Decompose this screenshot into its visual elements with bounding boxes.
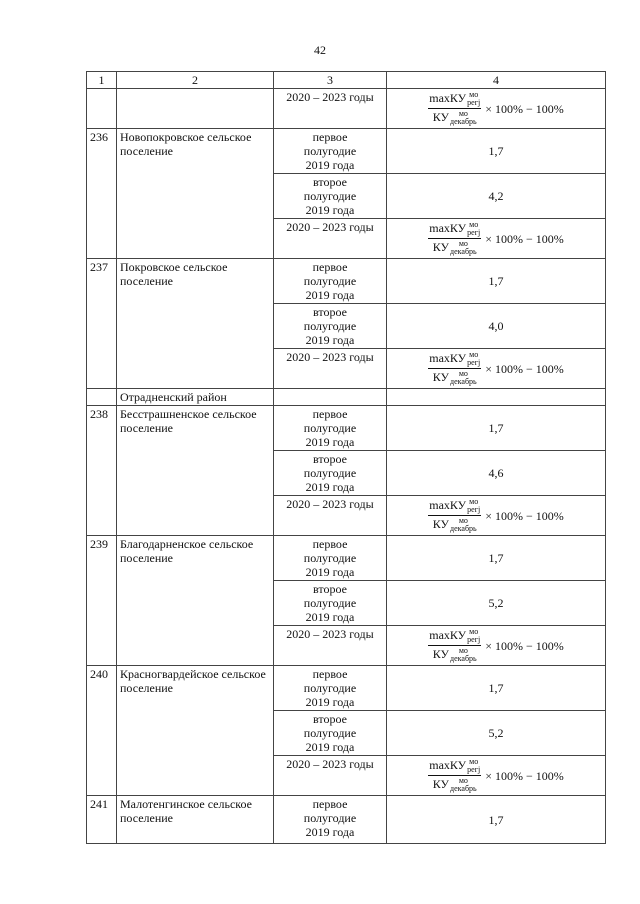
period-years: 2020 – 2023 годы: [274, 626, 387, 666]
value-cell: 1,7: [387, 666, 606, 711]
period-second-half: [274, 174, 387, 219]
numerator-indices: [467, 351, 480, 367]
denominator-sup: мо: [458, 516, 468, 526]
numerator-sub: регj: [467, 98, 481, 108]
period-first-half-line: первое: [312, 797, 348, 811]
settlement-name: Малотенгинское сельское поселение: [117, 796, 274, 844]
numerator-main: maxКУ: [429, 627, 467, 642]
period-second-half-line: второе: [313, 305, 347, 319]
table-row: [87, 756, 606, 796]
value-cell: 1,7: [387, 259, 606, 304]
header-col-3: 3: [274, 72, 387, 89]
formula-tail: × 100% − 100%: [485, 231, 564, 246]
fraction: [428, 221, 481, 256]
denominator-sub: декабрь: [450, 117, 477, 127]
period-first-half: [274, 406, 387, 451]
denominator-sup: мо: [458, 239, 468, 249]
fraction-numerator: [428, 498, 481, 516]
value-cell: 4,0: [387, 304, 606, 349]
numerator-main: maxКУ: [429, 350, 467, 365]
period-first-half: [274, 666, 387, 711]
formula-cell: [387, 626, 606, 666]
value-cell: 5,2: [387, 711, 606, 756]
period-first-half-line: 2019 года: [305, 288, 355, 302]
table-row: [87, 666, 606, 711]
denominator-sup: мо: [458, 776, 468, 786]
value-cell: 4,2: [387, 174, 606, 219]
fraction-numerator: [428, 351, 481, 369]
formula-tail: × 100% − 100%: [485, 361, 564, 376]
period-second-half-line: второе: [313, 712, 347, 726]
formula: [428, 221, 564, 256]
period-second-half-line: полугодие: [303, 189, 357, 203]
period-first-half-line: первое: [312, 537, 348, 551]
fraction-numerator: [428, 758, 481, 776]
value-cell: 5,2: [387, 581, 606, 626]
table-row: [87, 89, 606, 129]
period-second-half-line: полугодие: [303, 319, 357, 333]
fraction: [428, 758, 481, 793]
page-number: 42: [314, 43, 326, 57]
formula-tail: × 100% − 100%: [485, 101, 564, 116]
numerator-indices: [467, 221, 480, 237]
row-number: 241: [87, 796, 117, 844]
table-row: [87, 219, 606, 259]
denominator-indices: [450, 370, 477, 386]
table-header-row: [87, 72, 606, 89]
table-row: [87, 626, 606, 666]
period-years: 2020 – 2023 годы: [274, 219, 387, 259]
formula: [428, 758, 564, 793]
denominator-main: КУ: [432, 776, 450, 791]
denominator-main: КУ: [432, 369, 450, 384]
period-first-half-line: полугодие: [303, 681, 357, 695]
numerator-sub: регj: [467, 358, 481, 368]
period-first-half-line: 2019 года: [305, 695, 355, 709]
denominator-indices: [450, 777, 477, 793]
period-second-half-line: второе: [313, 582, 347, 596]
numerator-sup: мо: [469, 757, 479, 767]
fraction-denominator: [433, 516, 477, 533]
period-years: 2020 – 2023 годы: [274, 349, 387, 389]
table-row: [87, 536, 606, 581]
table-row: [87, 129, 606, 174]
formula-cell: [387, 89, 606, 129]
period-second-half: [274, 304, 387, 349]
period-first-half-line: первое: [312, 667, 348, 681]
period-years: 2020 – 2023 годы: [274, 756, 387, 796]
period-first-half-line: первое: [312, 407, 348, 421]
period-second-half-line: 2019 года: [305, 740, 355, 754]
period-first-half-line: первое: [312, 260, 348, 274]
denominator-sub: декабрь: [450, 654, 477, 664]
formula-tail: × 100% − 100%: [485, 508, 564, 523]
period-second-half-line: полугодие: [303, 466, 357, 480]
fraction-numerator: [428, 91, 481, 109]
denominator-sub: декабрь: [450, 784, 477, 794]
header-col-1: 1: [87, 72, 117, 89]
numerator-indices: [467, 628, 480, 644]
numerator-sub: регj: [467, 505, 481, 515]
period-first-half-line: первое: [312, 130, 348, 144]
numerator-indices: [467, 91, 480, 107]
fraction-numerator: [428, 628, 481, 646]
settlement-name: Красногвардейское сельское поселение: [117, 666, 274, 711]
period-second-half-line: полугодие: [303, 596, 357, 610]
numerator-main: maxКУ: [429, 757, 467, 772]
formula: [428, 91, 564, 126]
formula: [428, 351, 564, 386]
formula-tail: × 100% − 100%: [485, 638, 564, 653]
settlement-name: Бесстрашненское сельское поселение: [117, 406, 274, 451]
denominator-indices: [450, 647, 477, 663]
numerator-indices: [467, 758, 480, 774]
period-second-half: [274, 581, 387, 626]
denominator-sup: мо: [458, 646, 468, 656]
row-number: 237: [87, 259, 117, 304]
denominator-sup: мо: [458, 109, 468, 119]
formula: [428, 498, 564, 533]
period-second-half: [274, 451, 387, 496]
period-second-half-line: 2019 года: [305, 333, 355, 347]
header-col-4: 4: [387, 72, 606, 89]
fraction-numerator: [428, 221, 481, 239]
period-second-half-line: второе: [313, 452, 347, 466]
fraction: [428, 498, 481, 533]
data-table: [86, 71, 606, 844]
period-second-half-line: 2019 года: [305, 480, 355, 494]
fraction-denominator: [433, 646, 477, 663]
period-first-half-line: 2019 года: [305, 435, 355, 449]
numerator-sup: мо: [469, 497, 479, 507]
value-cell: 1,7: [387, 536, 606, 581]
numerator-sup: мо: [469, 220, 479, 230]
district-name: Отрадненский район: [117, 389, 274, 406]
numerator-main: maxКУ: [429, 220, 467, 235]
denominator-main: КУ: [432, 646, 450, 661]
formula-cell: [387, 349, 606, 389]
numerator-main: maxКУ: [429, 497, 467, 512]
formula-cell: [387, 496, 606, 536]
period-first-half: [274, 129, 387, 174]
denominator-main: КУ: [432, 516, 450, 531]
denominator-indices: [450, 110, 477, 126]
settlement-name: Благодарненское сельское поселение: [117, 536, 274, 581]
numerator-indices: [467, 498, 480, 514]
fraction: [428, 91, 481, 126]
period-first-half-line: 2019 года: [305, 565, 355, 579]
denominator-sub: декабрь: [450, 377, 477, 387]
value-cell: 4,6: [387, 451, 606, 496]
district-row: [87, 389, 606, 406]
numerator-sup: мо: [469, 350, 479, 360]
row-number: 239: [87, 536, 117, 581]
settlement-name: Новопокровское сельское поселение: [117, 129, 274, 174]
table-row: [87, 406, 606, 451]
table-row: [87, 451, 606, 496]
fraction-denominator: [433, 239, 477, 256]
denominator-sub: декабрь: [450, 524, 477, 534]
row-number: 240: [87, 666, 117, 711]
period-first-half-line: полугодие: [303, 811, 357, 825]
row-number: 238: [87, 406, 117, 451]
period-second-half-line: 2019 года: [305, 610, 355, 624]
period-second-half-line: второе: [313, 175, 347, 189]
numerator-sup: мо: [469, 90, 479, 100]
fraction-denominator: [433, 776, 477, 793]
table-row: [87, 496, 606, 536]
denominator-indices: [450, 240, 477, 256]
table-row: [87, 259, 606, 304]
fraction: [428, 351, 481, 386]
period-first-half-line: полугодие: [303, 421, 357, 435]
denominator-main: КУ: [432, 109, 450, 124]
period-years: 2020 – 2023 годы: [274, 89, 387, 129]
table-row: [87, 174, 606, 219]
denominator-main: КУ: [432, 239, 450, 254]
period-second-half-line: полугодие: [303, 726, 357, 740]
period-first-half-line: полугодие: [303, 551, 357, 565]
period-first-half-line: полугодие: [303, 144, 357, 158]
numerator-sub: регj: [467, 228, 481, 238]
period-second-half-line: 2019 года: [305, 203, 355, 217]
denominator-indices: [450, 517, 477, 533]
period-first-half: [274, 796, 387, 844]
settlement-name: Покровское сельское поселение: [117, 259, 274, 304]
numerator-sup: мо: [469, 627, 479, 637]
period-first-half-line: полугодие: [303, 274, 357, 288]
formula: [428, 628, 564, 663]
fraction-denominator: [433, 369, 477, 386]
period-years: 2020 – 2023 годы: [274, 496, 387, 536]
denominator-sub: декабрь: [450, 247, 477, 257]
period-second-half: [274, 711, 387, 756]
numerator-main: maxКУ: [429, 90, 467, 105]
table-row: [87, 349, 606, 389]
table-row: [87, 304, 606, 349]
value-cell: 1,7: [387, 406, 606, 451]
header-col-2: 2: [117, 72, 274, 89]
period-first-half-line: 2019 года: [305, 825, 355, 839]
fraction-denominator: [433, 109, 477, 126]
period-first-half: [274, 536, 387, 581]
denominator-sup: мо: [458, 369, 468, 379]
row-number: 236: [87, 129, 117, 174]
formula-tail: × 100% − 100%: [485, 768, 564, 783]
numerator-sub: регj: [467, 765, 481, 775]
table-row: [87, 581, 606, 626]
table-row: [87, 796, 606, 844]
period-first-half-line: 2019 года: [305, 158, 355, 172]
fraction: [428, 628, 481, 663]
formula-cell: [387, 756, 606, 796]
table-row: [87, 711, 606, 756]
numerator-sub: регj: [467, 635, 481, 645]
period-first-half: [274, 259, 387, 304]
value-cell: 1,7: [387, 129, 606, 174]
value-cell: 1,7: [387, 796, 606, 844]
formula-cell: [387, 219, 606, 259]
